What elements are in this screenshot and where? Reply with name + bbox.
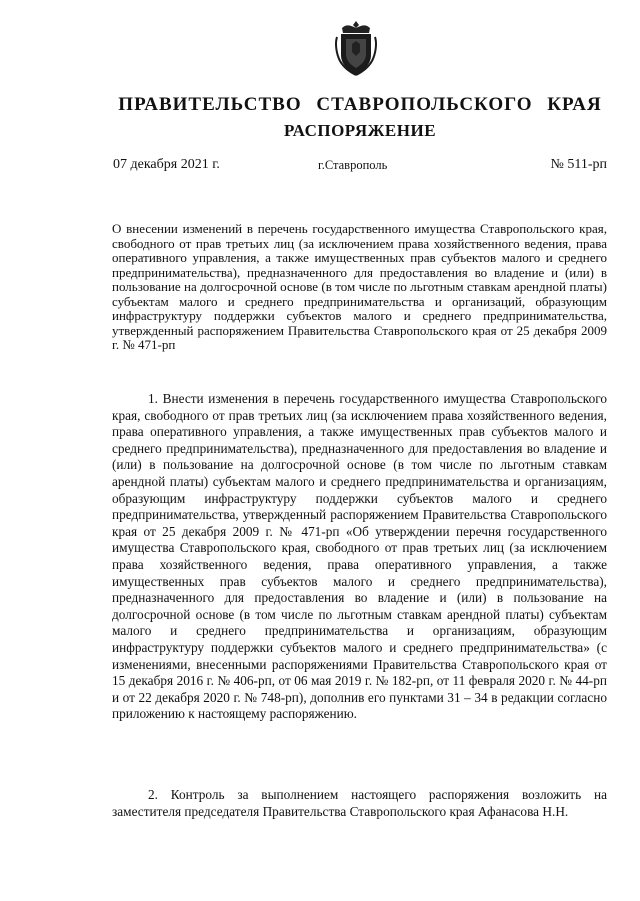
- document-number: № 511-рп: [550, 157, 607, 172]
- document-date: 07 декабря 2021 г.: [113, 157, 220, 172]
- document-city: г.Ставрополь: [318, 158, 388, 172]
- paragraph-1: 1. Внести изменения в перечень государственного имущества Ставропольского края, свободного от прав третьих лиц (за исключением права хозяйственного ведения, права оперативного управления, а также имущественных прав субъектов малого и среднего предпринимательства), предназначенного для предоставления во владение и (или) в пользование на долгосрочной основе (в том числе по льготным ставкам арендной платы) субъектам малого и среднего предпринимательства и организациям, образующим инфраструктуру поддержки субъектов малого и среднего предпринимательства, утвержденный распоряжением Правительства Ставропольского края от 25 декабря 2009 г. № 471-рп «Об утверждении перечня государственного имущества Ставропольского края, свободного от прав третьих лиц (за исключением права хозяйственного ведения, права оперативного управления, а также имущественных прав субъектов малого и среднего предпринимательства), предназначенного для предоставления во владение и (или) в пользование на долгосрочной основе (в том числе по льготным ставкам арендной платы) субъектам малого и среднего предпринимательства и организациям, образующим инфраструктуру поддержки субъектов малого и среднего предпринимательства» (с изменениями, внесенными распоряжениями Правительства Ставропольского края от 15 декабря 2016 г. № 406-рп, от 06 мая 2019 г. № 182-рп, от 11 февраля 2020 г. № 44-рп и от 22 декабря 2020 г. № 748-рп), дополнив его пунктами 31 – 34 в редакции согласно приложению к настоящему распоряжению.: [112, 391, 607, 722]
- coat-of-arms-icon: [332, 19, 380, 77]
- paragraph-2: 2. Контроль за выполнением настоящего распоряжения возложить на заместителя председателя Правительства Ставропольского края Афанасова Н.Н.: [112, 787, 607, 819]
- document-subject: О внесении изменений в перечень государственного имущества Ставропольского края, свободного от прав третьих лиц (за исключением права хозяйственного ведения, права оперативного управления, а также имущественных прав субъектов малого и среднего предпринимательства), предназначенного для предоставления во владение и (или) в пользование на долгосрочной основе (в том числе по льготным ставкам арендной платы) субъектам малого и среднего предпринимательства и организаций, образующим инфраструктуру поддержки субъектов малого и среднего предпринимательства, утвержденный распоряжением Правительства Ставропольского края от 25 декабря 2009 г. № 471-рп: [112, 221, 607, 352]
- government-title: ПРАВИТЕЛЬСТВО СТАВРОПОЛЬСКОГО КРАЯ: [118, 94, 602, 115]
- document-type: РАСПОРЯЖЕНИЕ: [283, 121, 437, 140]
